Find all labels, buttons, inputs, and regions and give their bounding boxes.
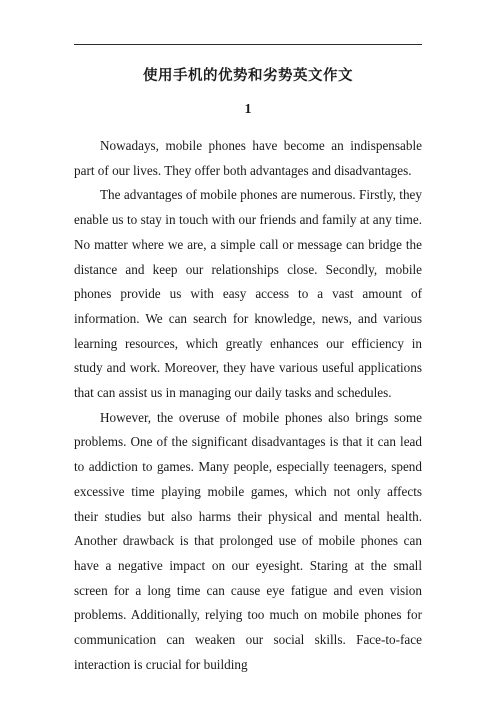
document-body <box>74 134 422 677</box>
section-number: 1 <box>244 102 252 117</box>
header-rule <box>74 44 422 45</box>
document-title: 使用手机的优势和劣势英文作文 <box>143 68 353 84</box>
paragraph-advantages: The advantages of mobile phones are numerous. Firstly, they enable us to stay in touch with our friends and family at any time. No matter where we are, a simple call or message can bridge the distance and keep our relationships close. Secondly, mobile phones provide us with easy access to a vast amount of information. We can search for knowledge, news, and various learning resources, which greatly enhances our efficiency in study and work. Moreover, they have various useful applications that can assist us in managing our daily tasks and schedules. <box>74 187 422 401</box>
paragraph-disadvantages: However, the overuse of mobile phones also brings some problems. One of the significant disadvantages is that it can lead to addiction to games. Many people, especially teenagers, spend excessive time playing mobile games, which not only affects their studies but also harms their physical and mental health. Another drawback is that prolonged use of mobile phones can have a negative impact on our eyesight. Staring at the small screen for a long time can cause eye fatigue and even vision problems. Additionally, relying too much on mobile phones for communication can weaken our social skills. Face-to-face interaction is crucial for building <box>74 409 422 672</box>
paragraph-intro: Nowadays, mobile phones have become an indispensable part of our lives. They offer both advantages and disadvantages. <box>74 138 422 178</box>
